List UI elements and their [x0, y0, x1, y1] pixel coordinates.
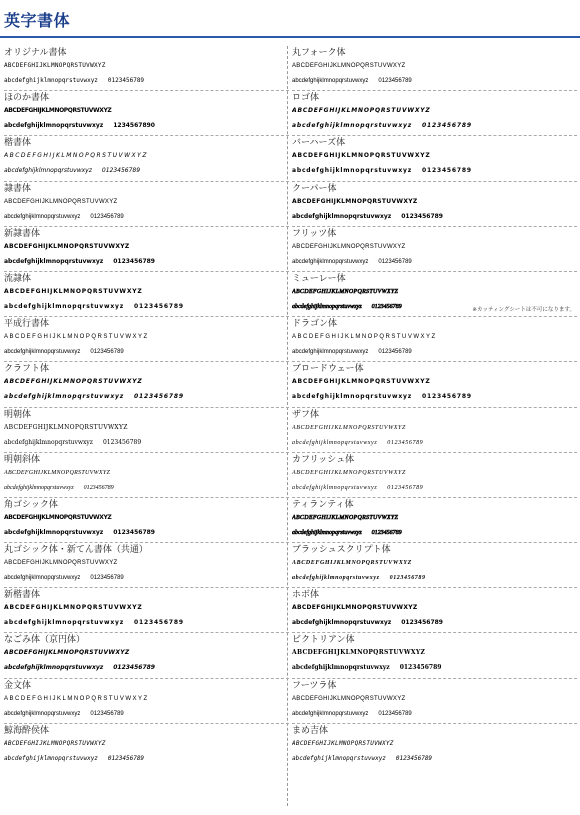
font-sample-entry — [292, 724, 577, 769]
lowercase-sample: abcdefghijklmnopqrstuvwxyz — [4, 710, 81, 717]
font-name-label: ザフ体 — [292, 409, 320, 420]
lowercase-sample: abcdefghijklmnopqrstuvwxyz — [292, 258, 369, 265]
font-sample-entry — [4, 453, 289, 498]
lowercase-sample-line — [4, 526, 289, 540]
lowercase-sample: abcdefghijklmnopqrstuvwxyz — [292, 754, 386, 762]
digits-sample: 0123456789 — [134, 302, 184, 310]
uppercase-sample: ABCDEFGHIJKLMNOPQRSTUVWXYZ — [4, 198, 118, 205]
lowercase-sample-line — [292, 119, 577, 133]
uppercase-sample: ABCDEFGHIJKLMNOPQRSTUVWXYZ — [4, 62, 106, 69]
font-sample-entry — [4, 272, 289, 317]
font-sample-entry — [4, 543, 289, 588]
page-header — [0, 0, 580, 40]
uppercase-sample: ABCDEFGHIJKLMNOPQRSTUVWXYZ — [4, 560, 118, 567]
digits-sample: 0123456789 — [401, 619, 443, 627]
font-name-label: 新隷書体 — [4, 228, 41, 239]
font-sample-entry — [4, 679, 289, 724]
uppercase-sample: ABCDEFGHIJKLMNOPQRSTUVWXYZ — [292, 739, 394, 747]
font-sample-entry — [292, 272, 577, 317]
uppercase-sample: ABCDEFGHIJKLMNOPQRSTUVWXYZ — [4, 378, 143, 386]
uppercase-sample: ABCDEFGHIJKLMNOPQRSTUVWXYZ — [292, 107, 431, 115]
lowercase-sample: abcdefghijklmnopqrstuvwxyz — [4, 167, 92, 175]
uppercase-sample: ABCDEFGHIJKLMNOPQRSTUVWXYZ — [292, 243, 406, 250]
font-name-label: ブロードウェー体 — [292, 364, 364, 375]
font-name-label: フーツラ体 — [292, 680, 337, 691]
lowercase-sample-line — [292, 255, 577, 269]
font-sample-entry — [292, 227, 577, 272]
digits-sample: 0123456789 — [113, 528, 155, 536]
lowercase-sample-line — [4, 752, 289, 766]
lowercase-sample: abcdefghijklmnopqrstuvwxyz — [4, 619, 125, 627]
lowercase-sample: abcdefghijklmnopqrstuvwxyz — [292, 393, 413, 401]
font-name-label: 角ゴシック体 — [4, 499, 58, 510]
digits-sample: 0123456789 — [395, 754, 433, 762]
font-sample-entry — [292, 679, 577, 724]
lowercase-sample: abcdefghijklmnopqrstuvwxyz — [292, 439, 378, 446]
lowercase-sample: abcdefghijklmnopqrstuvwxyz — [292, 710, 369, 717]
digits-sample: 0123456789 — [90, 575, 124, 582]
digits-sample: 0123456789 — [387, 439, 424, 446]
lowercase-sample: abcdefghijklmnopqrstuvwxyz — [292, 619, 392, 627]
lowercase-sample-line — [292, 210, 577, 224]
lowercase-sample-line — [4, 481, 289, 495]
font-name-label: まめ吉体 — [292, 725, 329, 736]
digits-sample: 0123456789 — [107, 754, 145, 762]
uppercase-sample: ABCDEFGHIJKLMNOPQRSTUVWXYZ — [4, 469, 111, 476]
cutting-sheet-note: ※カッティングシートは不可になります。 — [472, 307, 575, 314]
lowercase-sample-line — [292, 661, 577, 675]
font-sample-entry — [292, 588, 577, 633]
lowercase-sample: abcdefghijklmnopqrstuvwxyz — [4, 257, 104, 265]
font-sample-entry — [292, 453, 577, 498]
uppercase-sample: ABCDEFGHIJKLMNOPQRSTUVWXYZ — [292, 649, 426, 657]
lowercase-sample: abcdefghijklmnopqrstuvwxyz — [4, 575, 81, 582]
lowercase-sample: abcdefghijklmnopqrstuvwxyz — [292, 484, 378, 491]
digits-sample: 0123456789 — [387, 484, 424, 491]
lowercase-sample-line — [292, 164, 577, 178]
font-name-label: 明朝斜体 — [4, 454, 41, 465]
font-sample-entry — [4, 362, 289, 407]
font-sample-entry — [292, 136, 577, 181]
font-name-label: 新楷書体 — [4, 590, 41, 601]
digits-sample: 0123456789 — [422, 167, 472, 175]
font-sample-entry — [4, 182, 289, 227]
uppercase-sample: ABCDEFGHIJKLMNOPQRSTUVWXYZ — [292, 469, 406, 476]
font-sample-entry — [4, 317, 289, 362]
lowercase-sample: abcdefghijklmnopqrstuvwxyz — [4, 754, 98, 762]
font-name-label: ドラゴン体 — [292, 319, 338, 330]
digits-sample: 0123456789 — [401, 212, 443, 220]
uppercase-sample: ABCDEFGHIJKLMNOPQRSTUVWXYZ — [292, 288, 399, 295]
lowercase-sample: abcdefghijklmnopqrstuvwxyz — [292, 575, 380, 582]
uppercase-sample: ABCDEFGHIJKLMNOPQRSTUVWXYZ — [292, 378, 431, 386]
font-sample-entry — [4, 633, 289, 678]
page-title: 英字書体 — [4, 11, 71, 30]
lowercase-sample-line — [292, 390, 577, 404]
digits-sample: 0123456789 — [371, 303, 402, 310]
lowercase-sample-line — [4, 571, 289, 585]
font-name-label: ビクトリアン体 — [292, 635, 355, 646]
uppercase-sample: ABCDEFGHIJKLMNOPQRSTUVWXYZ — [4, 242, 130, 250]
lowercase-sample-line — [292, 436, 577, 450]
uppercase-sample: ABCDEFGHIJKLMNOPQRSTUVWXYZ — [4, 423, 128, 431]
lowercase-sample: abcdefghijklmnopqrstuvwxyz — [292, 303, 362, 310]
font-name-label: なごみ体（京円体） — [4, 635, 86, 646]
lowercase-sample: abcdefghijklmnopqrstuvwxyz — [292, 78, 369, 84]
lowercase-sample-line — [292, 571, 577, 585]
uppercase-sample: ABCDEFGHIJKLMNOPQRSTUVWXYZ — [4, 695, 149, 702]
font-sample-entry — [292, 91, 577, 136]
lowercase-sample: abcdefghijklmnopqrstuvwxyz — [4, 122, 104, 130]
font-name-label: 丸ゴシック体・新てん書体（共通） — [4, 545, 148, 556]
lowercase-sample: abcdefghijklmnopqrstuvwxyz — [4, 302, 125, 310]
font-name-label: ティランティ体 — [292, 499, 354, 510]
font-name-label: ミューレー体 — [292, 273, 346, 284]
right-column — [292, 46, 577, 811]
font-sample-entry — [4, 91, 289, 136]
lowercase-sample-line — [292, 74, 577, 88]
lowercase-sample-line — [292, 345, 577, 359]
digits-sample: 0123456789 — [83, 484, 114, 491]
digits-sample: 0123456789 — [389, 575, 426, 582]
lowercase-sample: abcdefghijklmnopqrstuvwxyz — [4, 528, 104, 536]
digits-sample: 0123456789 — [134, 619, 184, 627]
digits-sample: 0123456789 — [371, 529, 402, 536]
digits-sample: 0123456789 — [134, 393, 184, 401]
font-name-label: カフリッシュ体 — [292, 454, 355, 465]
digits-sample: 0123456789 — [90, 213, 124, 220]
lowercase-sample: abcdefghijklmnopqrstuvwxyz — [292, 212, 392, 220]
digits-sample: 0123456789 — [378, 710, 412, 717]
lowercase-sample: abcdefghijklmnopqrstuvwxyz — [4, 664, 104, 672]
font-name-label: ほのか書体 — [4, 93, 50, 104]
uppercase-sample: ABCDEFGHIJKLMNOPQRSTUVWXYZ — [4, 334, 149, 341]
uppercase-sample: ABCDEFGHIJKLMNOPQRSTUVWXYZ — [292, 197, 418, 205]
lowercase-sample-line — [4, 616, 289, 630]
lowercase-sample: abcdefghijklmnopqrstuvwxyz — [292, 529, 362, 536]
lowercase-sample-line — [4, 345, 289, 359]
font-name-label: バーハーズ体 — [292, 138, 346, 149]
digits-sample: 1234567890 — [113, 122, 155, 130]
font-sample-entry — [292, 46, 577, 91]
font-sample-entry — [4, 136, 289, 181]
lowercase-sample-line — [292, 481, 577, 495]
font-sample-entry — [4, 724, 289, 769]
uppercase-sample: ABCDEFGHIJKLMNOPQRSTUVWXYZ — [292, 152, 431, 160]
font-name-label: 金文体 — [4, 680, 32, 691]
lowercase-sample-line — [292, 752, 577, 766]
font-sample-entry — [292, 543, 577, 588]
lowercase-sample-line — [4, 436, 289, 450]
left-column — [4, 46, 289, 811]
uppercase-sample: ABCDEFGHIJKLMNOPQRSTUVWXYZ — [4, 152, 148, 160]
lowercase-sample: abcdefghijklmnopqrstuvwxyz — [4, 393, 125, 401]
digits-sample: 0123456789 — [399, 664, 442, 672]
digits-sample: 0123456789 — [107, 77, 145, 84]
uppercase-sample: ABCDEFGHIJKLMNOPQRSTUVWXYZ — [292, 560, 412, 567]
lowercase-sample-line — [292, 707, 577, 721]
lowercase-sample-line — [4, 74, 289, 88]
font-name-label: 楷書体 — [4, 138, 32, 149]
lowercase-sample: abcdefghijklmnopqrstuvwxyz — [4, 77, 98, 84]
font-sample-entry — [292, 182, 577, 227]
lowercase-sample: abcdefghijklmnopqrstuvwxyz — [4, 438, 93, 446]
header-rule — [0, 36, 580, 38]
digits-sample: 0123456789 — [422, 122, 472, 130]
lowercase-sample: abcdefghijklmnopqrstuvwxyz — [4, 213, 81, 220]
font-name-label: 隷書体 — [4, 183, 32, 194]
font-name-label: ホボ体 — [292, 590, 320, 601]
digits-sample: 0123456789 — [113, 664, 155, 672]
digits-sample: 0123456789 — [90, 710, 124, 717]
lowercase-sample-line — [4, 119, 289, 133]
font-name-label: オリジナル書体 — [4, 48, 67, 58]
digits-sample: 0123456789 — [102, 438, 142, 446]
font-sample-entry — [4, 46, 289, 91]
uppercase-sample: ABCDEFGHIJKLMNOPQRSTUVWXYZ — [292, 514, 399, 521]
lowercase-sample-line — [4, 390, 289, 404]
font-sample-entry — [292, 498, 577, 543]
font-sample-entry — [292, 633, 577, 678]
uppercase-sample: ABCDEFGHIJKLMNOPQRSTUVWXYZ — [292, 424, 406, 431]
digits-sample: 0123456789 — [378, 349, 412, 356]
digits-sample: 0123456789 — [113, 257, 155, 265]
lowercase-sample-line — [4, 300, 289, 314]
font-name-label: クーパー体 — [292, 183, 337, 194]
lowercase-sample: abcdefghijklmnopqrstuvwxyz — [292, 122, 413, 130]
uppercase-sample: ABCDEFGHIJKLMNOPQRSTUVWXYZ — [292, 63, 406, 69]
lowercase-sample: abcdefghijklmnopqrstuvwxyz — [292, 167, 413, 175]
font-sample-entry — [292, 362, 577, 407]
font-sample-grid — [0, 46, 580, 811]
lowercase-sample-line — [292, 526, 577, 540]
uppercase-sample: ABCDEFGHIJKLMNOPQRSTUVWXYZ — [292, 334, 437, 341]
digits-sample: 0123456789 — [378, 78, 412, 84]
uppercase-sample: ABCDEFGHIJKLMNOPQRSTUVWXYZ — [4, 739, 106, 747]
uppercase-sample: ABCDEFGHIJKLMNOPQRSTUVWXYZ — [4, 649, 130, 657]
font-name-label: 鯨海酔侯体 — [4, 725, 50, 736]
font-sample-entry — [292, 408, 577, 453]
digits-sample: 0123456789 — [90, 349, 124, 356]
uppercase-sample: ABCDEFGHIJKLMNOPQRSTUVWXYZ — [4, 287, 143, 295]
lowercase-sample-line — [4, 255, 289, 269]
font-name-label: 流隷体 — [4, 273, 32, 284]
font-name-label: 平成行書体 — [4, 319, 50, 330]
font-sample-entry — [4, 408, 289, 453]
lowercase-sample: abcdefghijklmnopqrstuvwxyz — [292, 349, 369, 356]
font-sample-entry — [4, 227, 289, 272]
lowercase-sample: abcdefghijklmnopqrstuvwxyz — [4, 484, 74, 491]
digits-sample: 0123456789 — [378, 258, 412, 265]
digits-sample: 0123456789 — [101, 167, 141, 175]
lowercase-sample-line — [4, 164, 289, 178]
lowercase-sample-line — [4, 661, 289, 675]
lowercase-sample: abcdefghijklmnopqrstuvwxyz — [292, 664, 390, 672]
font-sample-entry — [292, 317, 577, 362]
font-name-label: ロゴ体 — [292, 93, 320, 104]
font-name-label: 明朝体 — [4, 409, 32, 420]
uppercase-sample: ABCDEFGHIJKLMNOPQRSTUVWXYZ — [292, 604, 418, 612]
lowercase-sample-line — [4, 210, 289, 224]
uppercase-sample: ABCDEFGHIJKLMNOPQRSTUVWXYZ — [4, 107, 112, 115]
font-name-label: フリッツ体 — [292, 228, 337, 239]
font-name-label: ブラッシュスクリプト体 — [292, 545, 391, 556]
digits-sample: 0123456789 — [422, 393, 472, 401]
uppercase-sample: ABCDEFGHIJKLMNOPQRSTUVWXYZ — [292, 695, 406, 702]
lowercase-sample: abcdefghijklmnopqrstuvwxyz — [4, 349, 81, 356]
font-name-label: 丸フォーク体 — [292, 48, 346, 58]
uppercase-sample: ABCDEFGHIJKLMNOPQRSTUVWXYZ — [4, 604, 143, 612]
uppercase-sample: ABCDEFGHIJKLMNOPQRSTUVWXYZ — [4, 513, 112, 521]
lowercase-sample-line — [4, 707, 289, 721]
font-name-label: クラフト体 — [4, 364, 50, 375]
lowercase-sample-line — [292, 616, 577, 630]
font-sample-entry — [4, 498, 289, 543]
font-sample-entry — [4, 588, 289, 633]
